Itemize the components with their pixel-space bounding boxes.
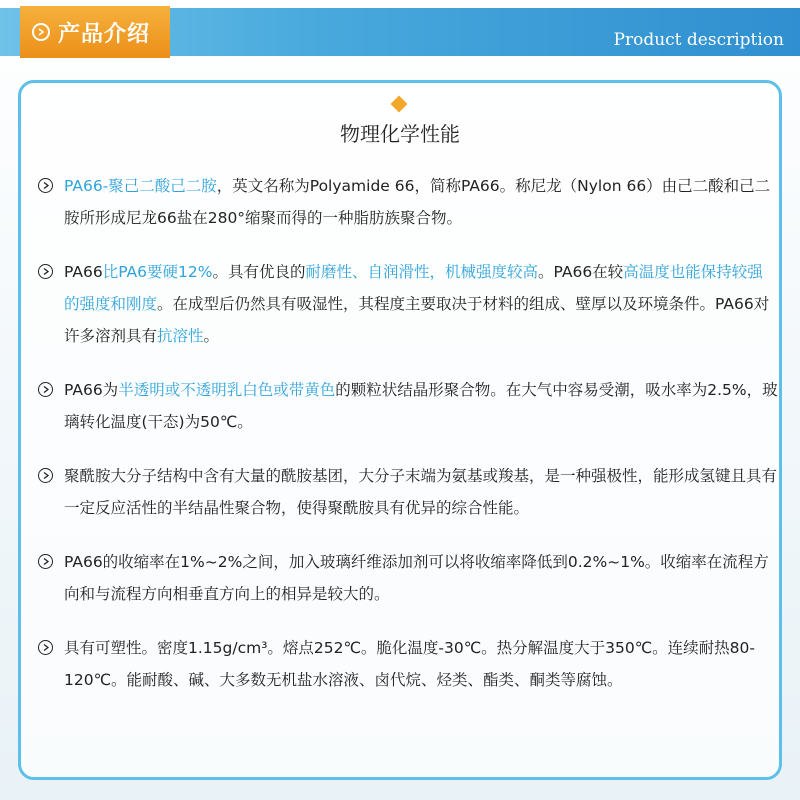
bullet-arrow-icon bbox=[38, 640, 53, 655]
list-item bbox=[38, 460, 778, 524]
text-segment: 具有可塑性。密度1.15g/cm³。熔点252℃。脆化温度-30℃。热分解温度大于350℃。连续耐热80-120℃。能耐酸、碱、大多数无机盐水溶液、卤代烷、烃类、酯类、酮类等腐蚀。 bbox=[64, 639, 755, 689]
list-item-text bbox=[64, 263, 769, 345]
list-item bbox=[38, 546, 778, 610]
header-subtitle-en: Product description bbox=[613, 30, 784, 50]
highlighted-text: 比PA6要硬12% bbox=[102, 263, 213, 281]
text-segment: 。PA66在较 bbox=[538, 263, 624, 281]
highlighted-text: 抗溶性 bbox=[157, 327, 204, 345]
text-segment: PA66的收缩率在1%~2%之间，加入玻璃纤维添加剂可以将收缩率降低到0.2%~1%。收缩率在流程方向和与流程方向相垂直方向上的相异是较大的。 bbox=[64, 553, 769, 603]
bullet-arrow-icon bbox=[38, 178, 53, 193]
list-item-text bbox=[64, 553, 769, 603]
property-list bbox=[38, 170, 778, 718]
bullet-arrow-icon bbox=[38, 554, 53, 569]
header-title: 产品介绍 bbox=[58, 21, 151, 47]
text-segment: 聚酰胺大分子结构中含有大量的酰胺基团，大分子末端为氨基或羧基，是一种强极性，能形成氢键且具有一定反应活性的半结晶性聚合物，使得聚酰胺具有优异的综合性能。 bbox=[64, 467, 778, 517]
text-segment: 。具有优良的 bbox=[212, 263, 306, 281]
header-title-tab bbox=[20, 6, 170, 58]
list-item-text bbox=[64, 381, 778, 431]
text-segment: PA66 bbox=[64, 263, 103, 281]
highlighted-text: 半透明或不透明乳白色或带黄色 bbox=[118, 381, 336, 399]
text-segment: 。 bbox=[203, 327, 220, 345]
highlighted-text: 耐磨性、自润滑性，机械强度较高 bbox=[305, 263, 538, 281]
text-segment: ，英文名称为Polyamide 66，简称PA66。称尼龙（Nylon 66）由己二酸和己二胺所形成尼龙66盐在280°缩聚而得的一种脂肪族聚合物。 bbox=[64, 177, 771, 227]
arrow-circle-icon bbox=[32, 23, 50, 41]
text-segment: 。在成型后仍然具有吸湿性，其程度主要取决于材料的组成、壁厚以及环境条件。PA66对许多溶剂具有 bbox=[64, 295, 770, 345]
list-item-text bbox=[64, 639, 755, 689]
text-segment: 的颗粒状结晶形聚合物。在大气中容易受潮，吸水率为2.5%，玻璃转化温度(干态)为50℃。 bbox=[64, 381, 778, 431]
list-item bbox=[38, 170, 778, 234]
bullet-arrow-icon bbox=[38, 264, 53, 279]
list-item bbox=[38, 632, 778, 696]
section-heading: 物理化学性能 bbox=[340, 122, 460, 146]
list-item bbox=[38, 256, 778, 352]
highlighted-text: PA66-聚己二酸己二胺 bbox=[64, 177, 217, 195]
list-item-text bbox=[64, 467, 777, 517]
text-segment: PA66为 bbox=[64, 381, 119, 399]
bullet-arrow-icon bbox=[38, 382, 53, 397]
highlighted-text: 高温度也能保持较强的强度和刚度 bbox=[64, 263, 763, 313]
bullet-arrow-icon bbox=[38, 468, 53, 483]
list-item-text bbox=[64, 177, 770, 227]
list-item bbox=[38, 374, 778, 438]
